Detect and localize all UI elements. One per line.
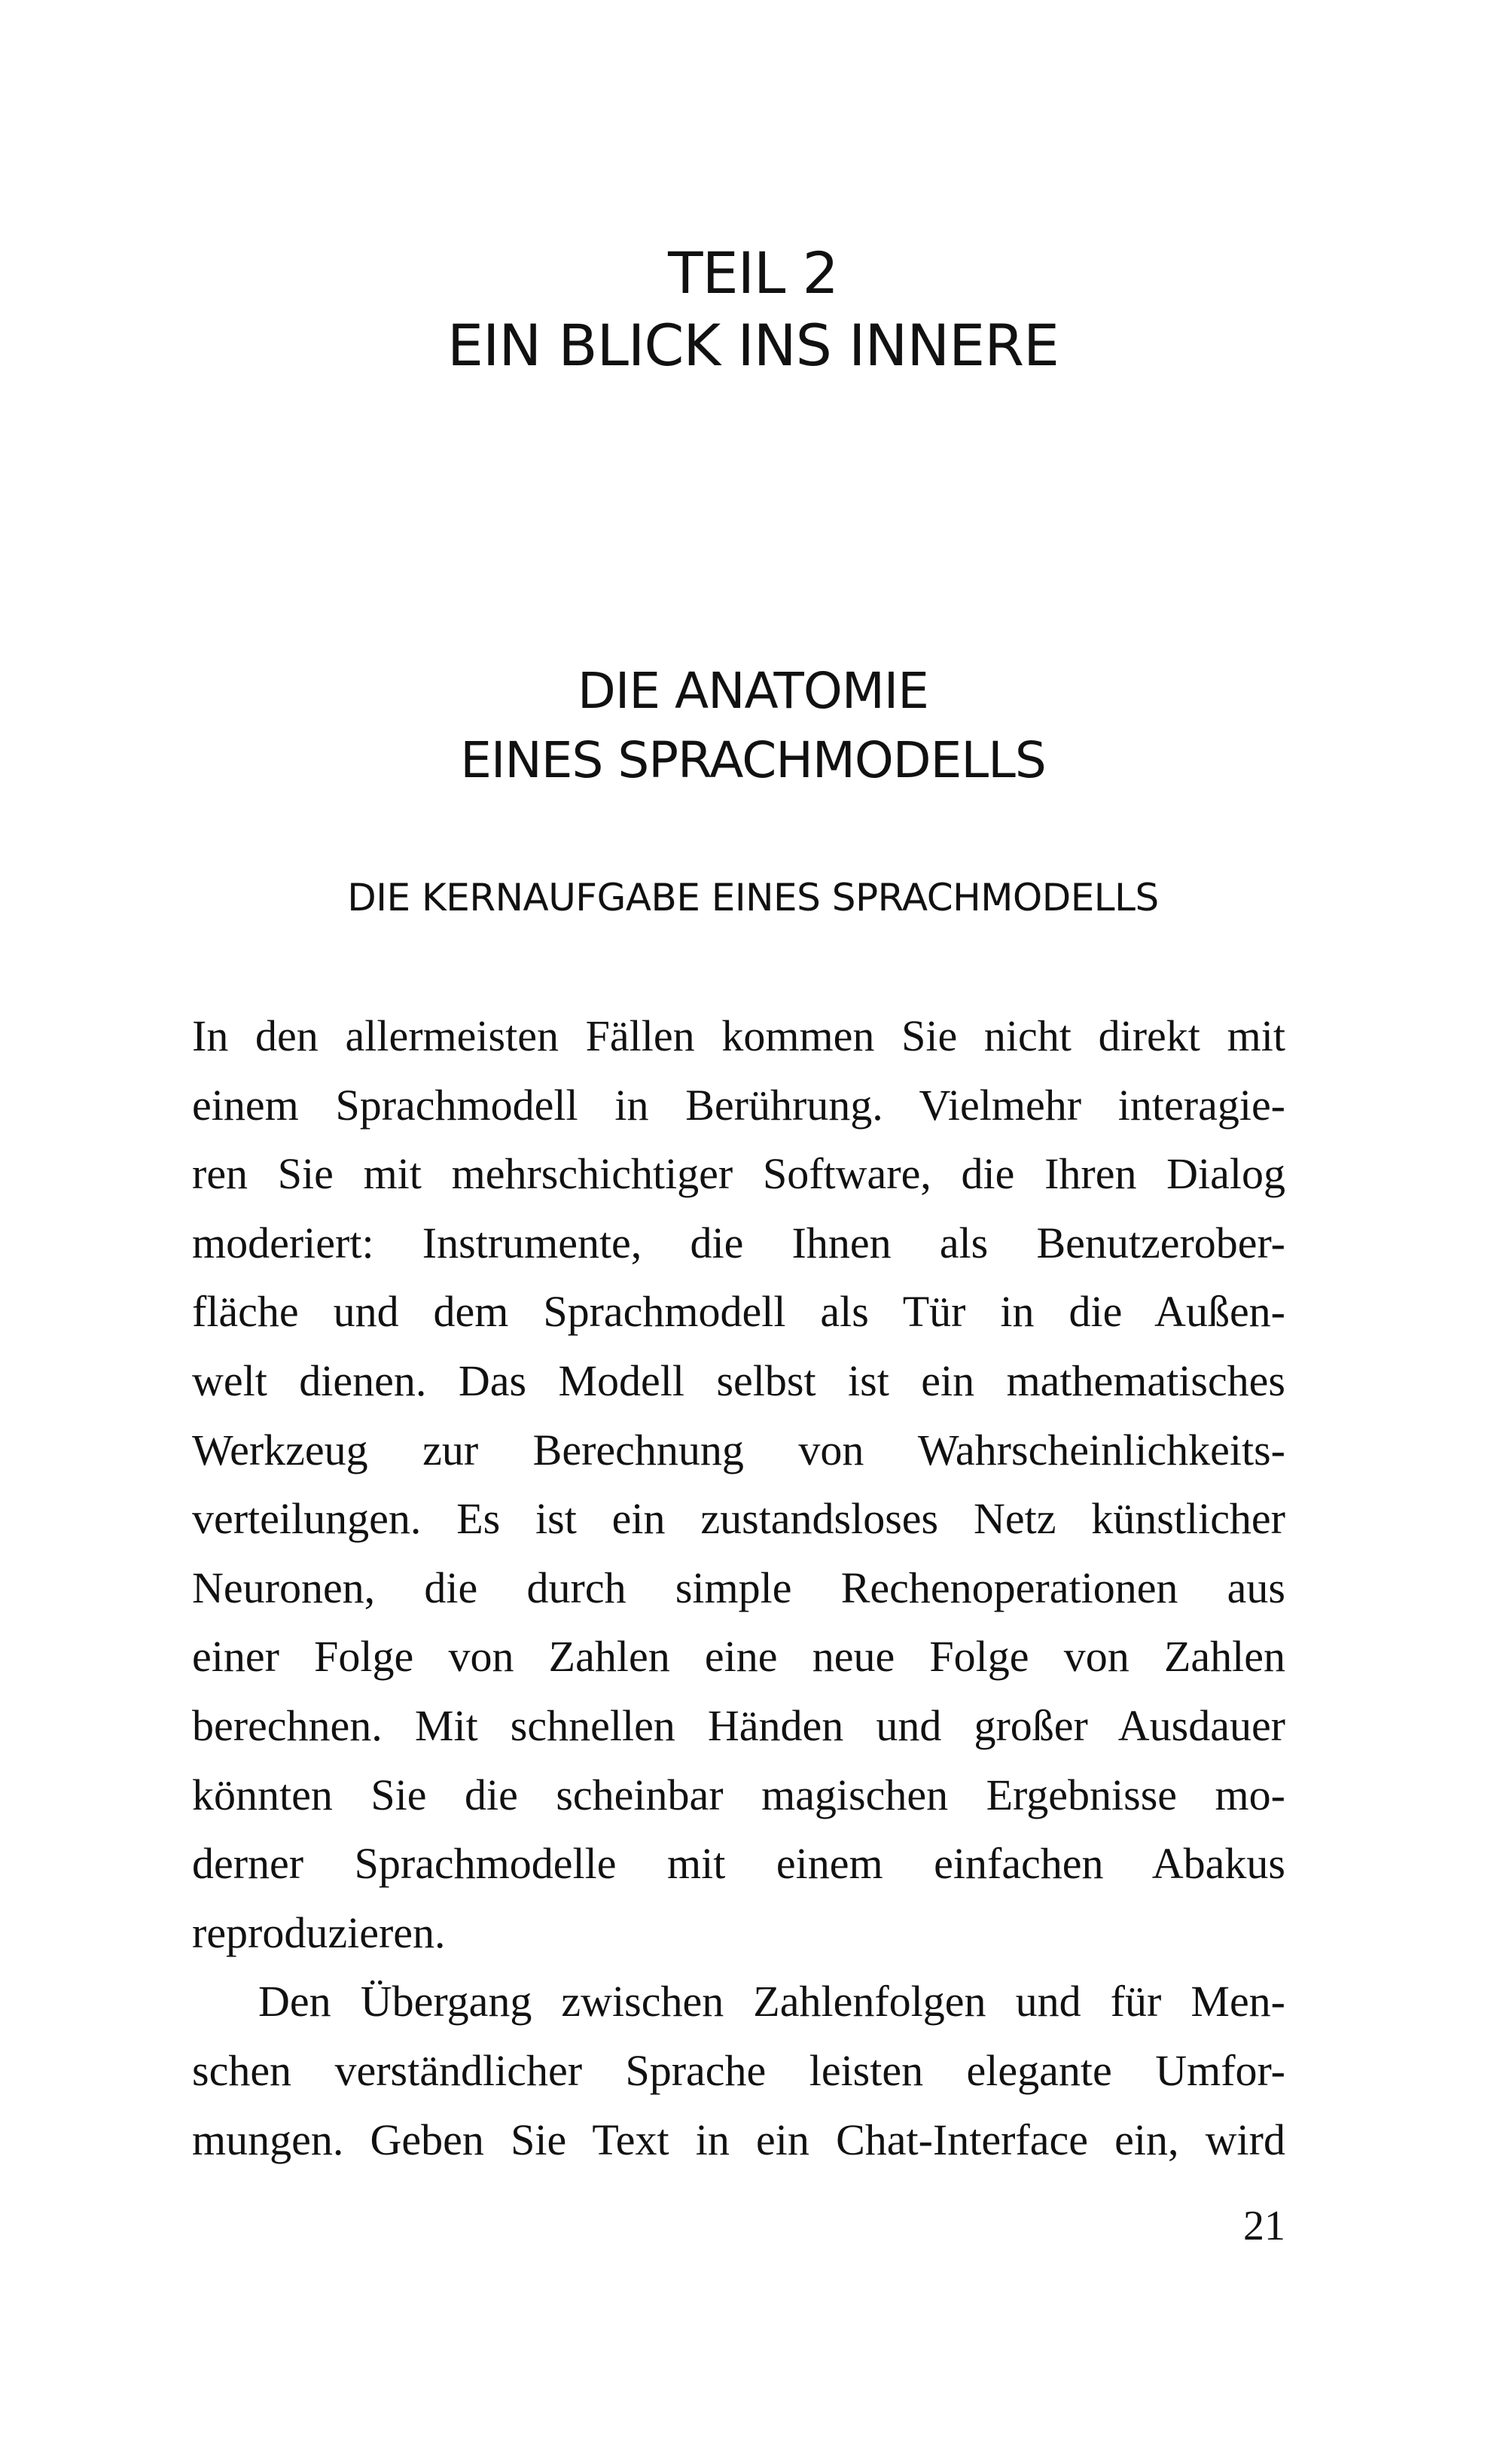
text-line: fläche und dem Sprachmodell als Tür in die Außen- — [192, 1287, 1285, 1337]
text-line: reproduzieren. — [192, 1907, 446, 1957]
part-title: EIN BLICK INS INNERE — [447, 312, 1059, 379]
text-line: ren Sie mit mehrschichtiger Software, die Ihren Dialog — [192, 1149, 1285, 1199]
text-line: derner Sprachmodelle mit einem einfachen Abakus — [192, 1839, 1285, 1889]
chapter-title-line-2: EINES SPRACHMODELLS — [460, 731, 1046, 789]
paragraph-1 — [192, 1002, 1285, 1967]
text-line: mungen. Geben Sie Text in ein Chat-Interface ein, wird — [192, 2115, 1285, 2164]
text-line: In den allermeisten Fällen kommen Sie nicht direkt mit — [192, 1011, 1285, 1060]
chapter-heading — [0, 657, 1506, 795]
text-line: einer Folge von Zahlen eine neue Folge von Zahlen — [192, 1632, 1285, 1682]
body-text — [192, 1002, 1285, 2174]
text-line: welt dienen. Das Modell selbst ist ein mathematisches — [192, 1356, 1285, 1405]
chapter-title-line-1: DIE ANATOMIE — [578, 662, 928, 720]
text-line: Werkzeug zur Berechnung von Wahrscheinlichkeits- — [192, 1425, 1285, 1474]
part-number: TEIL 2 — [668, 239, 838, 306]
page-number: 21 — [1243, 2203, 1285, 2249]
text-line: könnten Sie die scheinbar magischen Ergebnisse mo- — [192, 1770, 1285, 1819]
text-line: einem Sprachmodell in Berührung. Vielmehr interagie- — [192, 1080, 1285, 1130]
text-line: moderiert: Instrumente, die Ihnen als Benutzerober- — [192, 1218, 1285, 1267]
part-heading — [0, 237, 1506, 382]
text-line: schen verständlicher Sprache leisten elegante Umfor- — [192, 2045, 1285, 2095]
text-line: Den Übergang zwischen Zahlenfolgen und für Men- — [258, 1977, 1285, 2026]
text-line: berechnen. Mit schnellen Händen und großer Ausdauer — [192, 1700, 1285, 1750]
paragraph-2 — [192, 1967, 1285, 2174]
text-line: verteilungen. Es ist ein zustandsloses Netz künstlicher — [192, 1494, 1285, 1544]
text-line: Neuronen, die durch simple Rechenoperationen aus — [192, 1563, 1285, 1612]
section-heading: DIE KERNAUFGABE EINES SPRACHMODELLS — [347, 876, 1159, 919]
